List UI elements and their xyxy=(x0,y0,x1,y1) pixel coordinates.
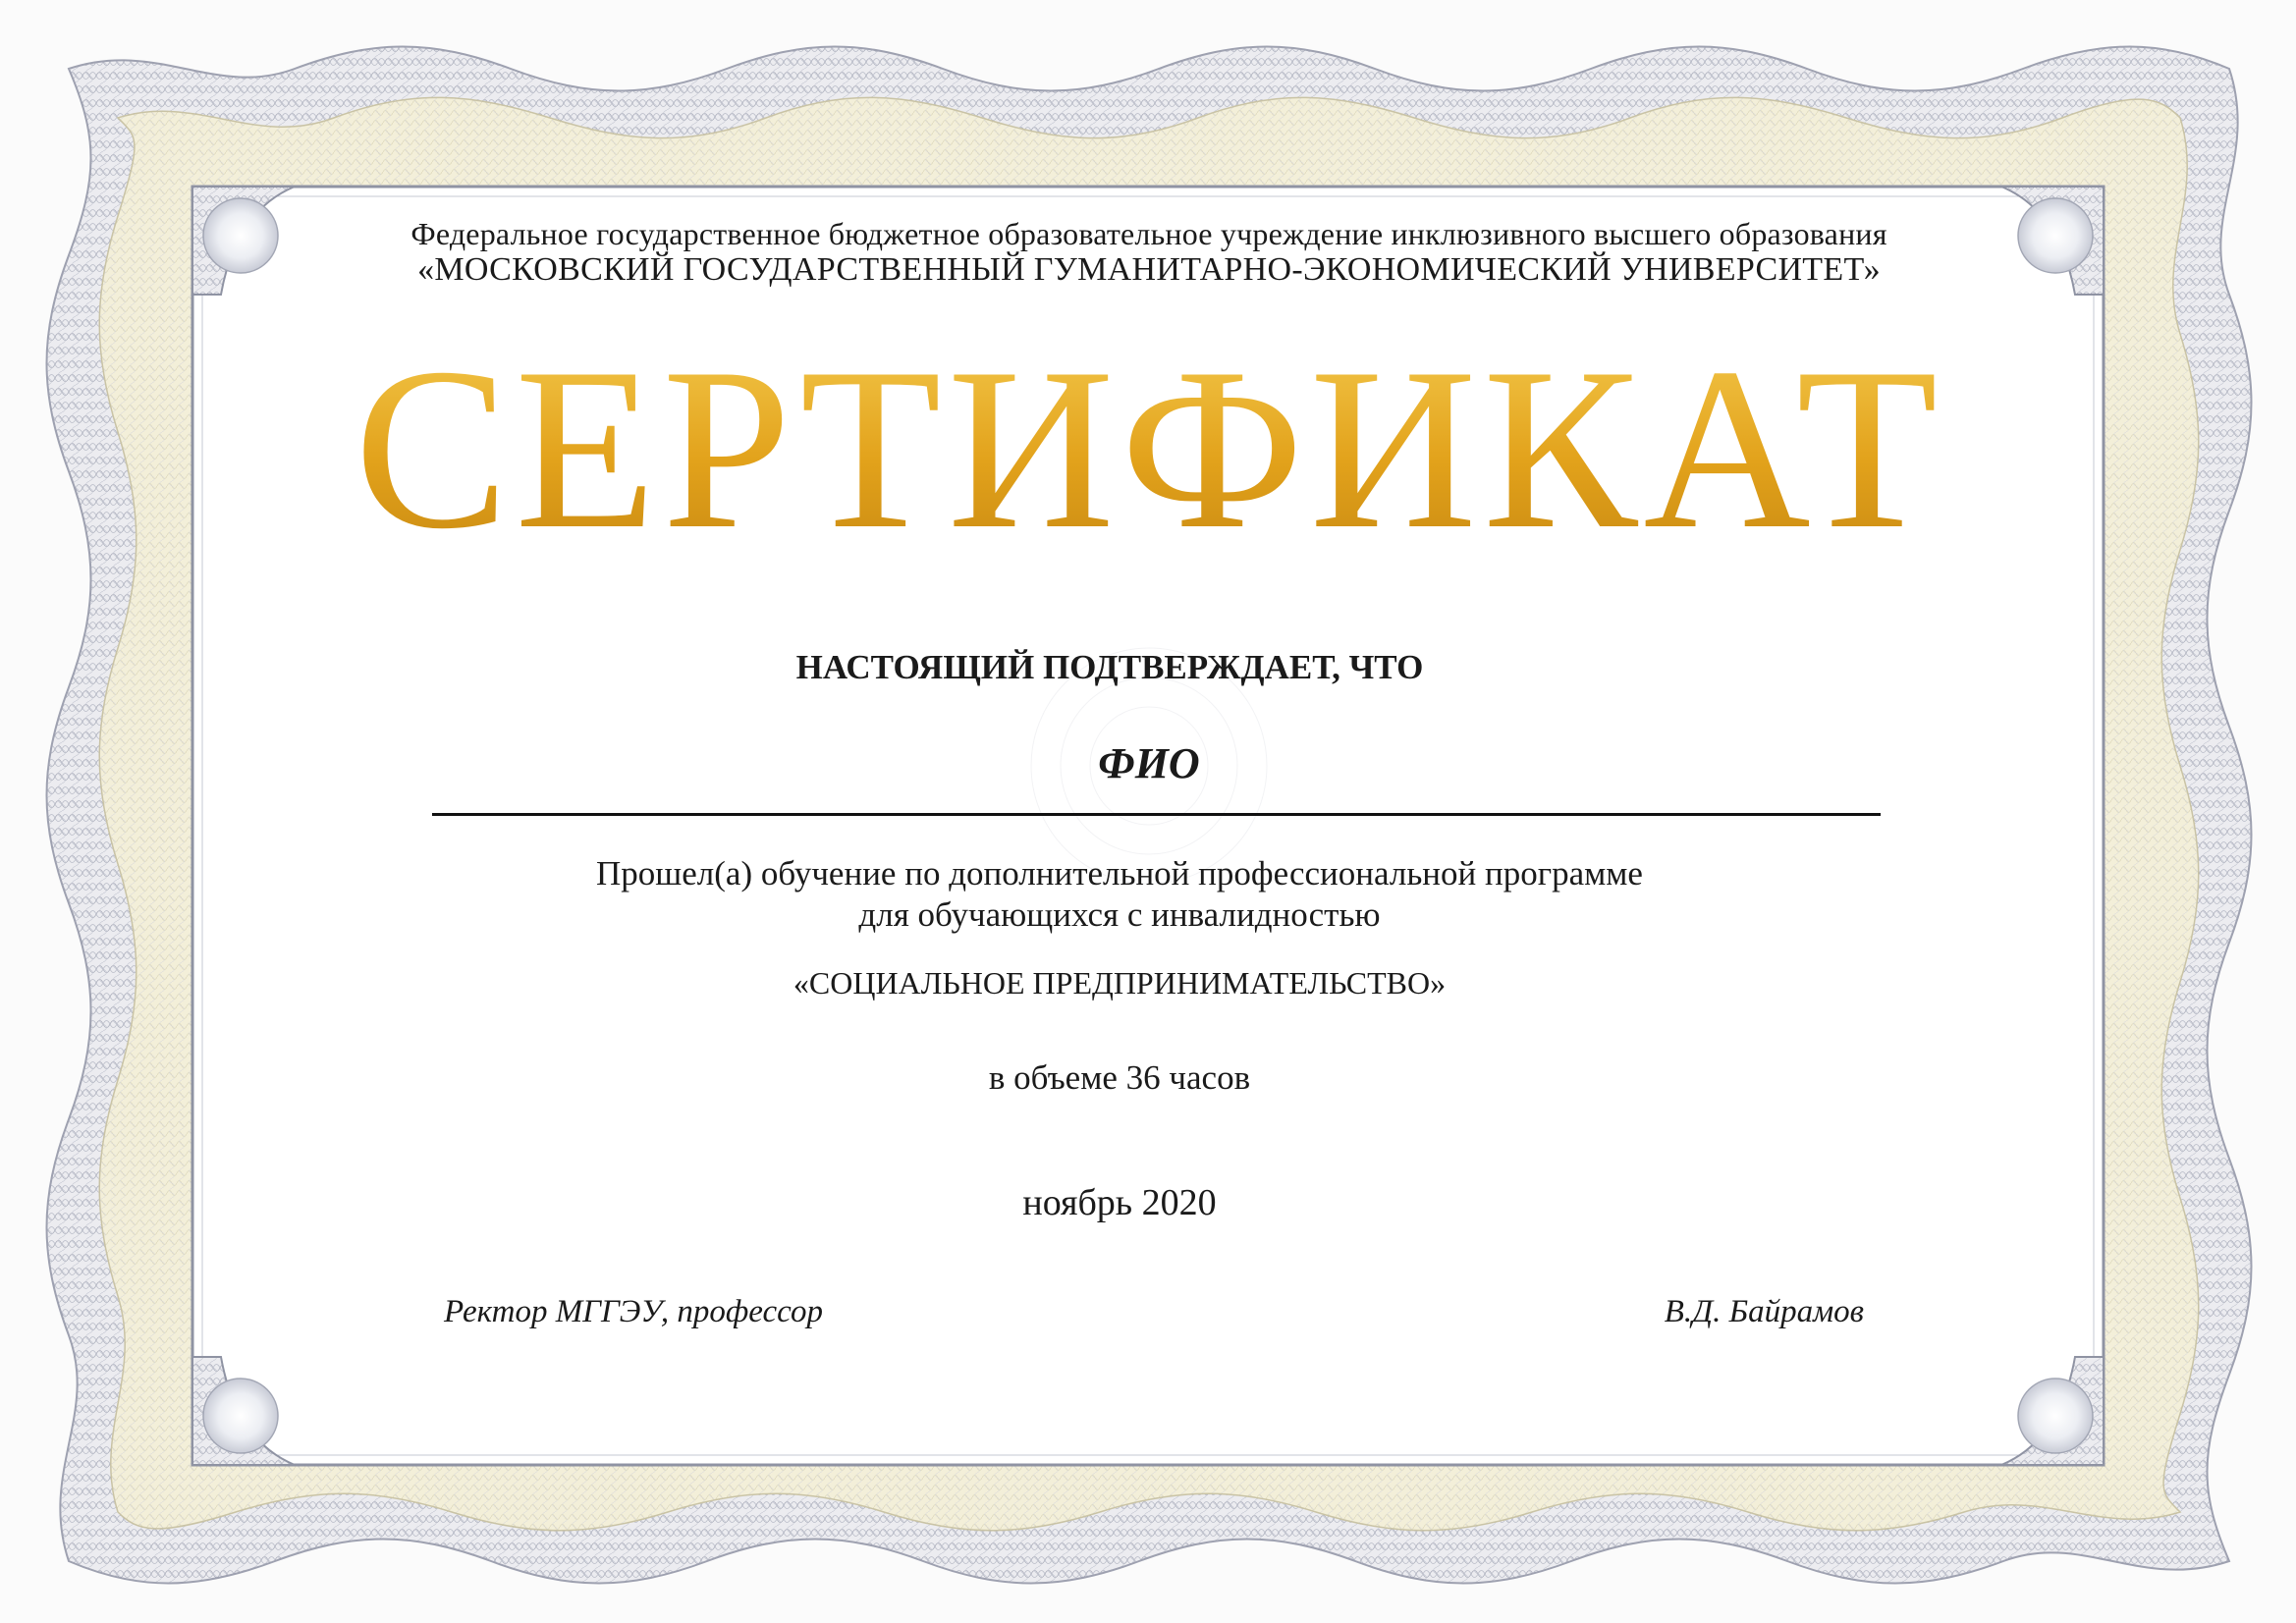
university-name: «МОСКОВСКИЙ ГОСУДАРСТВЕННЫЙ ГУМАНИТАРНО-ЭКОНОМИЧЕСКИЙ УНИВЕРСИТЕТ» xyxy=(417,251,1881,288)
organization-line: Федеральное государственное бюджетное образовательное учреждение инклюзивного высшего образования xyxy=(410,216,1887,251)
program-description-line1: Прошел(а) обучение по дополнительной профессиональной программе xyxy=(596,854,1643,893)
program-description-line2: для обучающихся с инвалидностью xyxy=(858,895,1381,934)
signer-name: В.Д. Байрамов xyxy=(1664,1294,1864,1329)
certificate-title: СЕРТИФИКАТ xyxy=(196,334,2102,566)
recipient-underline xyxy=(432,813,1881,816)
certificate-content xyxy=(196,187,2102,1463)
issue-date: ноябрь 2020 xyxy=(1022,1182,1217,1223)
program-hours: в объеме 36 часов xyxy=(988,1058,1251,1097)
confirmation-text: НАСТОЯЩИЙ ПОДТВЕРЖДАЕТ, ЧТО xyxy=(795,648,1424,686)
signer-title: Ректор МГГЭУ, профессор xyxy=(444,1294,823,1329)
recipient-name: ФИО xyxy=(1098,739,1200,787)
program-name: «СОЦИАЛЬНОЕ ПРЕДПРИНИМАТЕЛЬСТВО» xyxy=(793,965,1447,1001)
